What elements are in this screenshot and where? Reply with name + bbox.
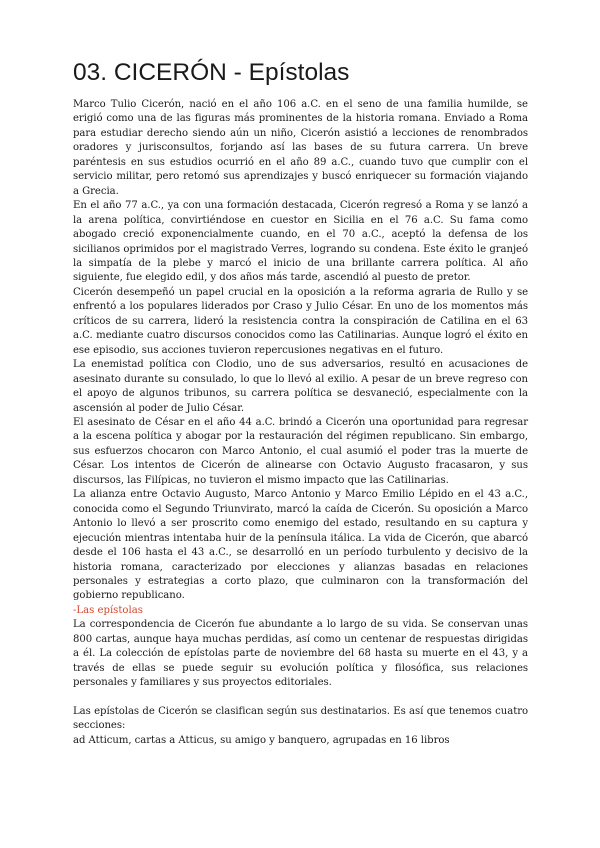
paragraph-correspondence: La correspondencia de Cicerón fue abundante a lo largo de su vida. Se conservan unas 800 cartas, aunque haya muchas perdidas, así como un centenar de respuestas dirigidas a él. La colección de epístolas parte de noviembre del 68 hasta su muerte en el 43, y a través de ellas se puede seguir su evolución política y filosófica, sus relaciones personales y familiares y sus proyectos editoriales. (73, 619, 528, 689)
paragraph-biography-caesar-death: El asesinato de César en el año 44 a.C. brindó a Cicerón una oportunidad para regresar a la escena política y abogar por la restauración del régimen republicano. Sin embargo, sus esfuerzos chocaron con Marco Antonio, el cual asumió el poder tras la muerte de César. Los intentos de Cicerón de alinearse con Octavio Augusto fracasaron, y sus discursos, las Filípicas, no tuvieron el mismo impacto que las Catilinarias. (73, 416, 528, 486)
page-title: 03. CICERÓN - Epístolas (73, 59, 350, 86)
document-page (73, 58, 528, 748)
paragraph-biography-early-life: Marco Tulio Cicerón, nació en el año 106 a.C. en el seno de una familia humilde, se erigió como una de las figuras más prominentes de la historia romana. Enviado a Roma para estudiar derecho siendo aún un niño, Cicerón asistió a lecciones de renombrados oradores y jurisconsultos, forjando así las bases de su futura carrera. Un breve paréntesis en sus estudios ocurrió en el año 89 a.C., cuando tuvo que cumplir con el servicio militar, pero retomó sus aprendizajes y buscó enriquecer su formación viajando a Grecia. (73, 99, 528, 197)
paragraph-biography-triumvirate: La alianza entre Octavio Augusto, Marco Antonio y Marco Emilio Lépido en el 43 a.C., conocida como el Segundo Triunvirato, marcó la caída de Cicerón. Su oposición a Marco Antonio lo llevó a ser proscrito como enemigo del estado, resultando en su captura y ejecución mientras intentaba huir de la península itálica. La vida de Cicerón, que abarcó desde el 106 hasta el 43 a.C., se desarrolló en un período turbulento y decisivo de la historia romana, caracterizado por elecciones y alianzas basadas en relaciones personales y estrategias a corto plazo, que culminaron con la transformación del gobierno republicano. (73, 489, 528, 602)
paragraph-biography-catiline: Cicerón desempeñó un papel crucial en la oposición a la reforma agraria de Rullo y se enfrentó a los populares liderados por Craso y Julio César. En uno de los momentos más críticos de su carrera, lideró la resistencia contra la conspiración de Catilina en el 63 a.C. mediante cuatro discursos conocidos como las Catilinarias. Aunque logró el éxito en ese episodio, sus acciones tuvieron repercusiones negativas en el futuro. (73, 286, 528, 356)
paragraph-classification: Las epístolas de Cicerón se clasifican según sus destinatarios. Es así que tenemos cuatro secciones: (73, 706, 528, 732)
paragraph-biography-exile: La enemistad política con Clodio, uno de sus adversarios, resultó en acusaciones de asesinato durante su consulado, lo que lo llevó al exilio. A pesar de un breve regreso con el apoyo de algunos tribunos, su carrera política se desvaneció, especialmente con la ascensión al poder de Julio César. (73, 359, 528, 414)
list-item-ad-atticum: ad Atticum, cartas a Atticus, su amigo y banquero, agrupadas en 16 libros (73, 734, 450, 746)
paragraph-spacer (73, 691, 528, 705)
paragraph-biography-political-career: En el año 77 a.C., ya con una formación destacada, Cicerón regresó a Roma y se lanzó a la arena política, convirtiéndose en cuestor en Sicilia en el 76 a.C. Su fama como abogado creció exponencialmente cuando, en el 70 a.C., aceptó la defensa de los sicilianos oprimidos por el magistrado Verres, logrando su condena. Este éxito le granjeó la simpatía de la plebe y marcó el inicio de una brillante carrera política. Al año siguiente, fue elegido edil, y dos años más tarde, ascendió al puesto de pretor. (73, 200, 528, 284)
section-heading-epistolas: -Las epístolas (73, 604, 143, 616)
